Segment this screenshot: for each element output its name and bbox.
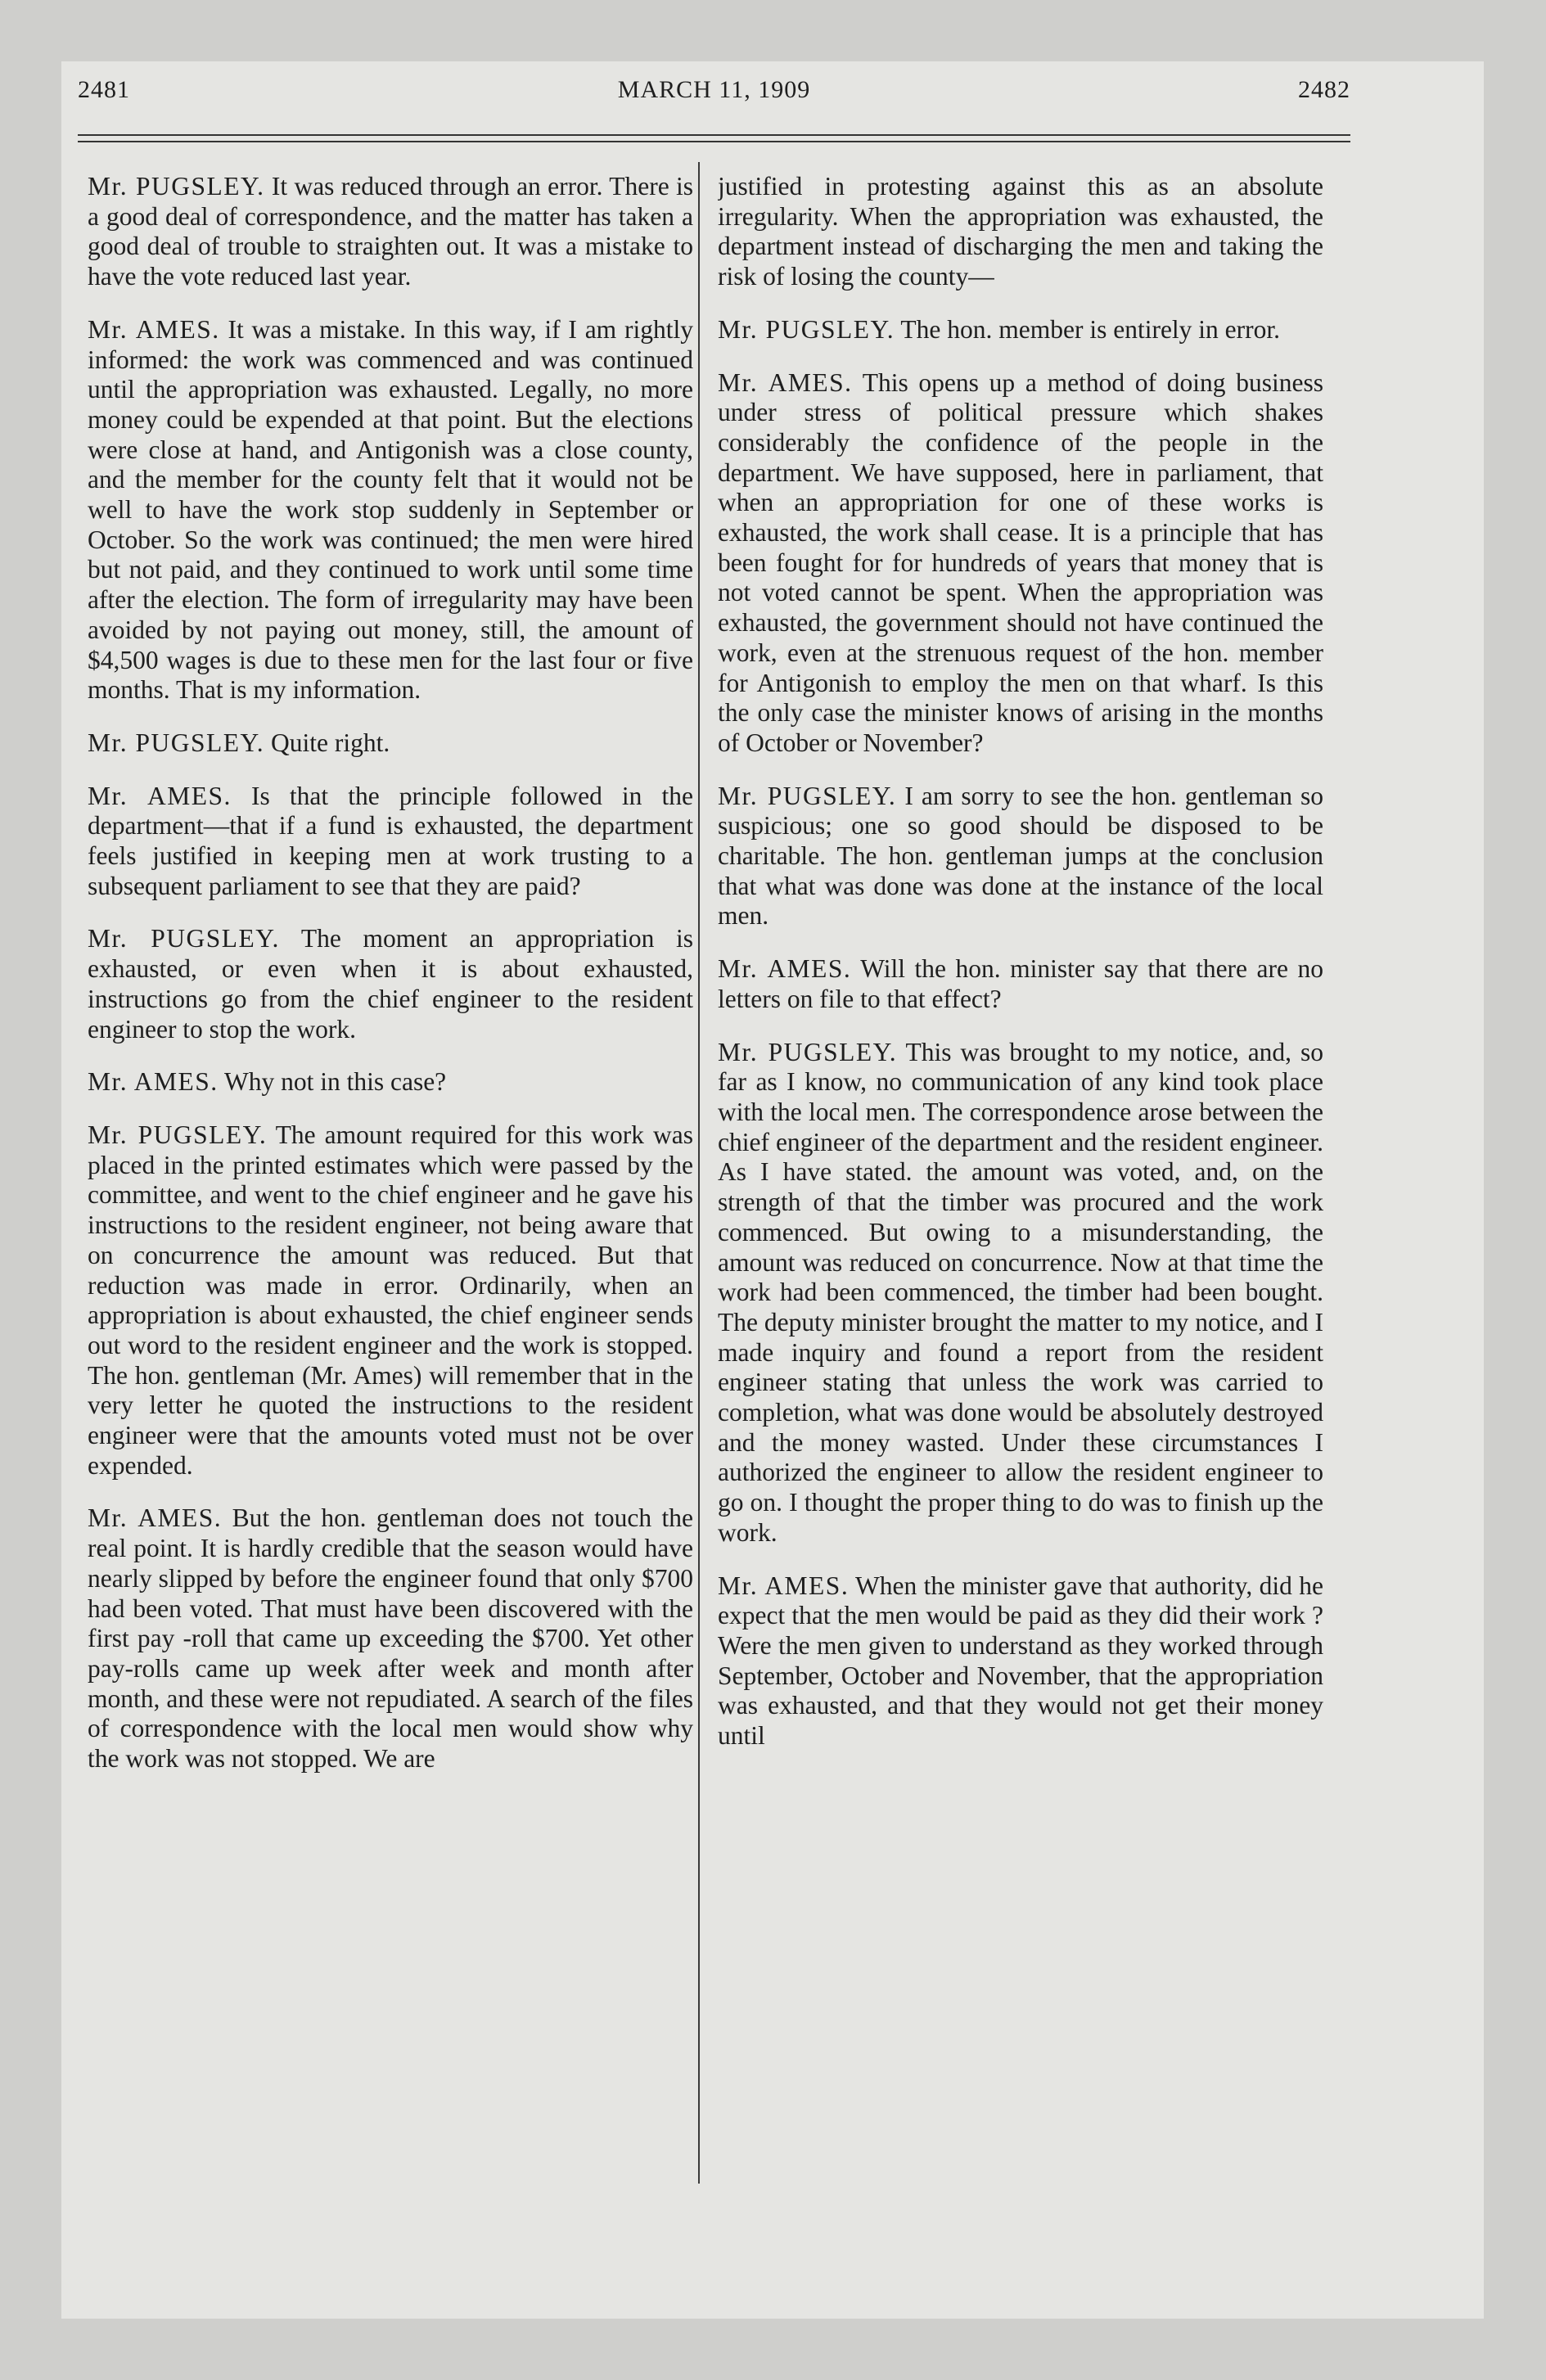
- paragraph: [88, 924, 693, 1044]
- paragraph: [88, 172, 693, 292]
- speaker-name: Mr. AMES.: [718, 954, 852, 984]
- speaker-name: Mr. AMES.: [88, 1067, 219, 1097]
- paragraph: [718, 1571, 1323, 1751]
- paragraph: [718, 954, 1323, 1014]
- paragraph-text: The amount required for this work was placed in the printed estimates which were passed by the committee, and went to the chief engineer and he gave his instructions to the resident engineer, not being aware that on concurrence the amount was reduced. But that reduction was made in error. Ordinarily, when an appropriation is about exhausted, the chief engineer sends out word to the resident engineer and the work is stopped. The hon. gentleman (Mr. Ames) will remember that in the very letter he quoted the instructions to the resident engineer were that the amounts voted must not be over expended.: [88, 1120, 693, 1480]
- paragraph: [718, 368, 1323, 759]
- speaker-name: Mr. AMES.: [88, 781, 232, 810]
- page-number-left: 2481: [78, 76, 130, 103]
- speaker-name: Mr. PUGSLEY.: [88, 1120, 268, 1149]
- paragraph: [88, 728, 693, 759]
- column-divider: [698, 162, 700, 2184]
- paragraph: [88, 1120, 693, 1481]
- paragraph-text: The hon. member is entirely in error.: [900, 314, 1281, 344]
- page-header: [78, 76, 1350, 117]
- paragraph-text: But the hon. gentleman does not touch the real point. It is hardly credible that the season would have nearly slipped by before the engineer found that only $700 had been voted. That must have been discovered with the first pay -roll that came up exceeding the $700. Yet other pay-rolls came up week after week and month after month, and these were not repudiated. A search of the files of correspondence with the local men would show why the work was not stopped. We are: [88, 1503, 693, 1774]
- paragraph: [88, 782, 693, 902]
- speaker-name: Mr. PUGSLEY.: [718, 781, 897, 810]
- speaker-name: Mr. PUGSLEY.: [718, 1037, 898, 1066]
- paragraph: [718, 1038, 1323, 1548]
- paragraph-text: Why not in this case?: [223, 1067, 447, 1097]
- speaker-name: Mr. AMES.: [718, 1571, 850, 1600]
- paragraph-text: I am sorry to see the hon. gentleman so suspicious; one so good should be disposed to be charitable. The hon. gentleman jumps at the conclusion that what was done was done at the instance of the local men.: [718, 781, 1323, 931]
- speaker-name: Mr. PUGSLEY.: [88, 924, 280, 953]
- paragraph-text: It was a mistake. In this way, if I am rightly informed: the work was commenced and was continued until the appropriation was exhausted. Legally, no more money could be expended at that point. But the elections were close at hand, and Antigonish was a close county, and the member for the county felt that it would not be well to have the work stop suddenly in September or October. So the work was continued; the men were hired but not paid, and they continued to work until some time after the election. The form of irregularity may have been avoided by not paying out money, still, the amount of $4,500 wages is due to these men for the last four or five months. That is my information.: [88, 314, 693, 705]
- paragraph: [88, 1503, 693, 1774]
- paragraph-text: Is that the principle followed in the department—that if a fund is exhausted, the department feels justified in keeping men at work trusting to a subsequent parliament to see that they are paid?: [88, 781, 693, 900]
- paragraph: [718, 315, 1323, 345]
- speaker-name: Mr. PUGSLEY.: [88, 728, 265, 757]
- paragraph-text: When the minister gave that authority, did he expect that the men would be paid as they did their work ? Were the men given to understand as they worked through September, October and November, that the appropriation was exhausted, and that they would not get their money until: [718, 1571, 1323, 1751]
- page-number-right: 2482: [1298, 76, 1350, 103]
- paragraph-text: Quite right.: [270, 728, 390, 757]
- paragraph-text: This opens up a method of doing business under stress of political pressure which shakes considerably the confidence of the people in the department. We have supposed, here in parliament, that when an appropriation for one of these works is exhausted, the work shall cease. It is a principle that has been fought for for hundreds of years that money that is not voted cannot be spent. When the appropriation was exhausted, the government should not have continued the work, even at the strenuous request of the hon. member for Antigonish to employ the men on that wharf. Is this the only case the minister knows of arising in the months of October or November?: [718, 367, 1323, 757]
- header-rule-top: [78, 134, 1350, 136]
- paragraph: [718, 782, 1323, 932]
- paragraph: [88, 1067, 693, 1098]
- left-column: [88, 172, 693, 2193]
- speaker-name: Mr. AMES.: [88, 314, 220, 344]
- paragraph-continued: [718, 172, 1323, 292]
- right-column: [718, 172, 1323, 2193]
- speaker-name: Mr. PUGSLEY.: [718, 314, 895, 344]
- paragraph-text: It was reduced through an error. There is a good deal of correspondence, and the matter has taken a good deal of trouble to straighten out. It was a mistake to have the vote reduced last year.: [88, 172, 693, 291]
- paragraph-text: Will the hon. minister say that there are no letters on file to that effect?: [718, 954, 1323, 1013]
- speaker-name: Mr. PUGSLEY.: [88, 172, 265, 201]
- paragraph: [88, 315, 693, 705]
- header-date: MARCH 11, 1909: [617, 76, 811, 103]
- speaker-name: Mr. AMES.: [88, 1503, 223, 1533]
- paragraph-text: This was brought to my notice, and, so far as I know, no communication of any kind took place with the local men. The correspondence arose between the chief engineer of the department and the resident engineer. As I have stated. the amount was voted, and, on the strength of that the timber was procured and the work commenced. But owing to a misunderstanding, the amount was reduced on concurrence. Now at that time the work had been commenced, the timber had been bought. The deputy minister brought the matter to my notice, and I made inquiry and found a report from the resident engineer stating that unless the work was carried to completion, what was done would be absolutely destroyed and the money wasted. Under these circumstances I authorized the engineer to allow the resident engineer to go on. I thought the proper thing to do was to finish up the work.: [718, 1037, 1323, 1547]
- speaker-name: Mr. AMES.: [718, 367, 853, 397]
- paragraph-text: The moment an appropriation is exhausted, or even when it is about exhausted, instructions go from the chief engineer to the resident engineer to stop the work.: [88, 924, 693, 1044]
- header-rule-bottom: [78, 141, 1350, 142]
- paragraph-text: justified in protesting against this as an absolute irregularity. When the appropriation was exhausted, the department instead of discharging the men and taking the risk of losing the county—: [718, 172, 1323, 291]
